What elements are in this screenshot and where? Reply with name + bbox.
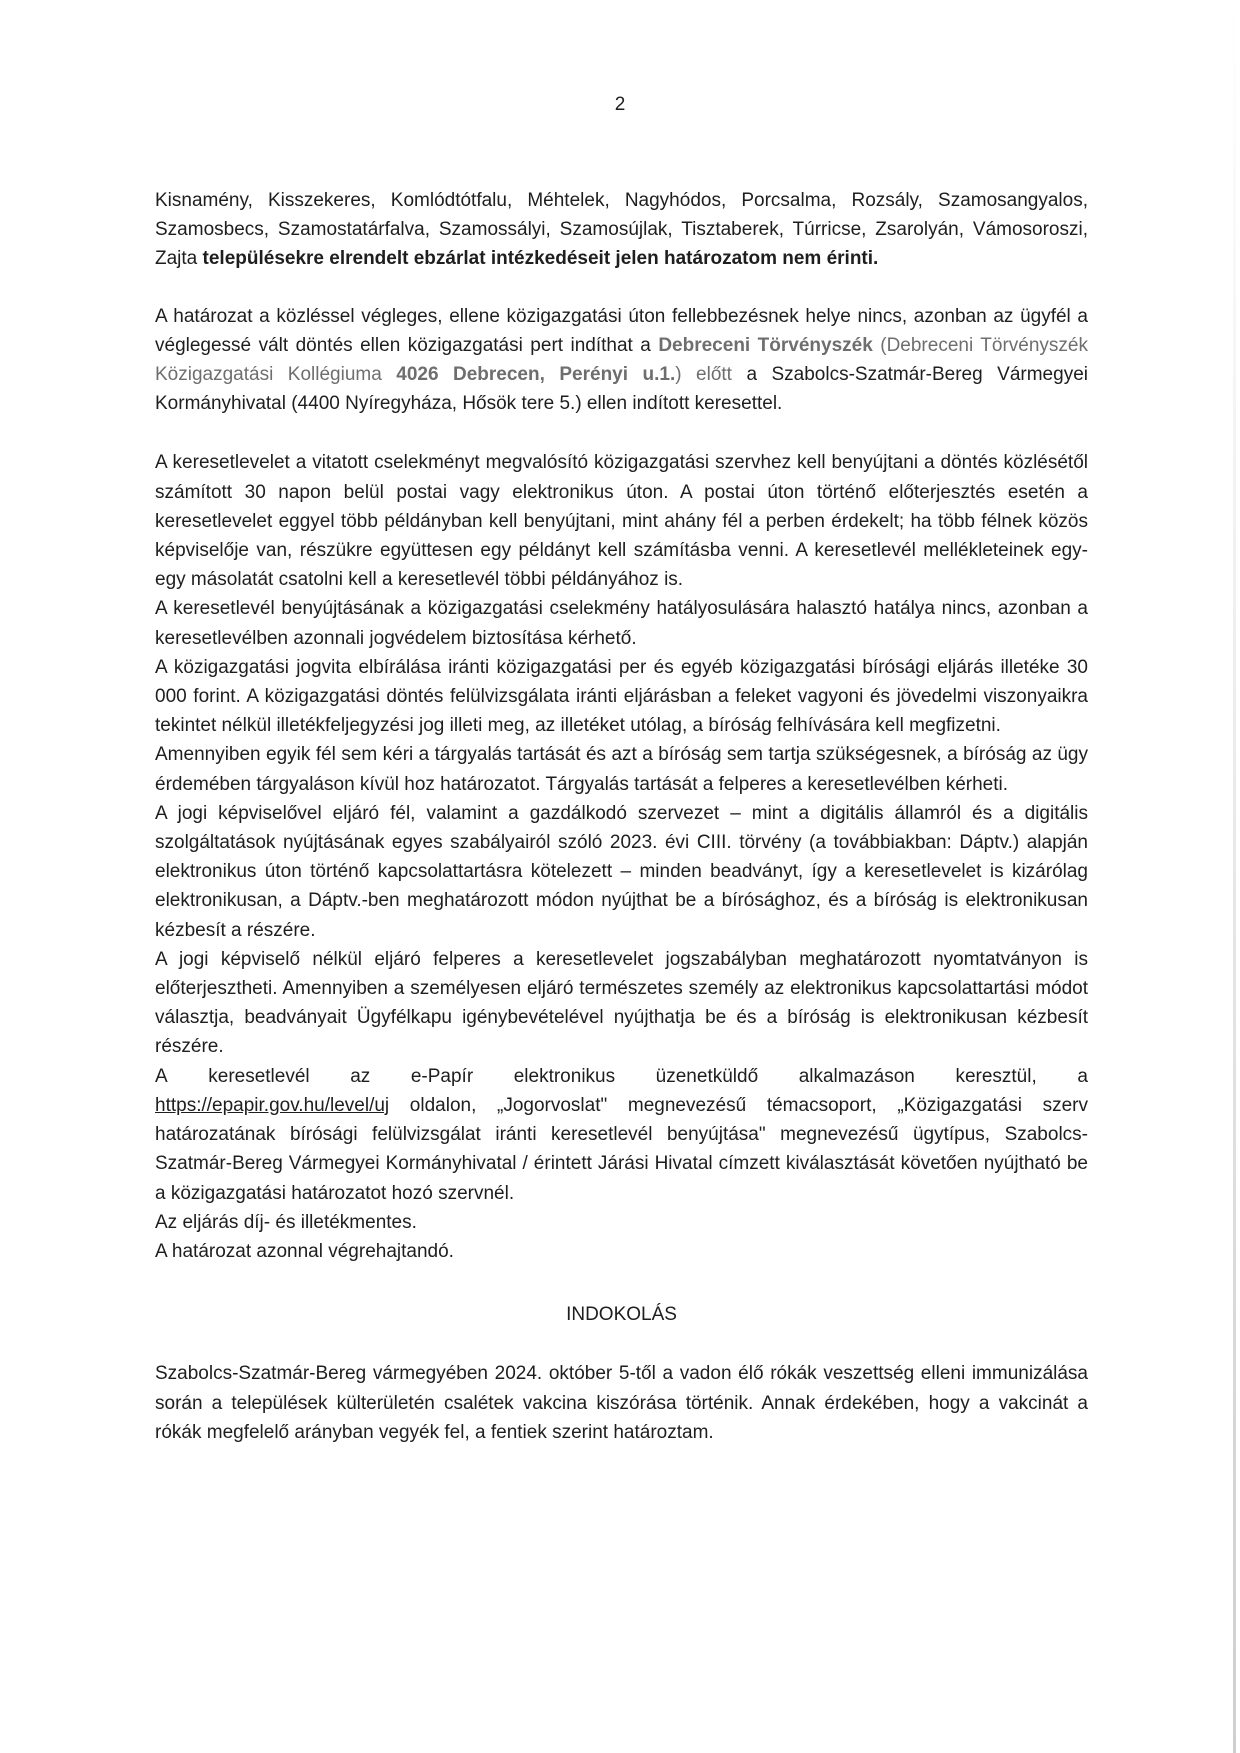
- epapir-rest: [155, 1091, 1088, 1208]
- paragraph-immediate-enforcement: A határozat azonnal végrehajtandó.: [155, 1240, 454, 1262]
- epapir-link[interactable]: https://epapir.gov.hu/level/uj: [155, 1094, 390, 1116]
- epapir-first-line: [155, 1062, 1088, 1091]
- paragraph-reasoning: Szabolcs-Szatmár-Bereg vármegyében 2024. október 5-től a vadon élő rókák veszettség elleni immunizálása során a települések külterületén csalétek vakcina kiszórása történik. Annak érdekében, hogy a vakcinát a rókák megfelelő arányban vegyék fel, a fentiek szerint határoztam.: [155, 1363, 1088, 1443]
- paragraph-suspension: A keresetlevél benyújtásának a közigazgatási cselekmény hatályosulására halasztó hatálya nincs, azonban a keresetlevélben azonnali jogvédelem biztosítása kérhető.: [155, 598, 1088, 649]
- epapir-word: elektronikus: [513, 1065, 616, 1087]
- paragraph-hearing: Amennyiben egyik fél sem kéri a tárgyalás tartását és azt a bíróság sem tartja szükségesnek, a bíróság az ügy érdemében tárgyaláson kívül hoz határozatot. Tárgyalás tartását a felperes a keresetlevélben kérheti.: [155, 744, 1088, 795]
- paragraph-fee-exempt: Az eljárás díj- és illetékmentes.: [155, 1211, 417, 1233]
- epapir-word: üzenetküldő: [655, 1065, 759, 1087]
- epapir-word: alkalmazáson: [798, 1065, 915, 1087]
- epapir-word: e-Papír: [410, 1065, 474, 1087]
- epapir-word: A: [155, 1065, 168, 1087]
- epapir-instructions: oldalon, „Jogorvoslat" megnevezésű témacsoport, „Közigazgatási szerv határozatának bírósági felülvizsgálat iránti keresetlevél benyújtása" megnevezésű ügytípus, Szabolcs-Szatmár-Bereg Vármegyei Kormányhivatal / érintett Járási Hivatal címzett kiválasztását követően nyújtható be a közigazgatási határozatot hozó szervnél.: [155, 1094, 1088, 1204]
- paragraph-settlements: [155, 186, 1088, 274]
- settlements-list: Kisnamény, Kisszekeres, Komlódtótfalu, Méhtelek, Nagyhódos, Porcsalma, Rozsály, Szamosangyalos, Szamosbecs, Szamostatárfalva, Szamossályi, Szamosújlak, Tisztaberek, Túrricse, Zsarolyán, Vámosoroszi, Zajta: [155, 190, 1088, 270]
- paragraph-fee: A közigazgatási jogvita elbírálása iránti közigazgatási per és egyéb közigazgatási bírósági eljárás illetéke 30 000 forint. A közigazgatási döntés felülvizsgálata iránti eljárásban a feleket vagyoni és jövedelmi viszonyaikra tekintet nélkül illetékfeljegyzési jog illeti meg, az illetéket utólag, a bíróság felhívására kell megfizetni.: [155, 656, 1088, 737]
- court-address: 4026 Debrecen, Perényi u.1.: [396, 364, 676, 386]
- court-before: ) előtt: [675, 364, 732, 386]
- epapir-word: a: [1077, 1065, 1088, 1087]
- epapir-word: az: [350, 1065, 371, 1087]
- paragraph-self-representation: A jogi képviselő nélkül eljáró felperes a keresetlevelet jogszabályban meghatározott nyomtatványon is előterjesztheti. Amennyiben a személyesen eljáró természetes személy az elektronikus kapcsolattartási módot választja, beadványait Ügyfélkapu igénybevételével nyújthatja be és a bíróság is elektronikusan kézbesít részére.: [155, 948, 1088, 1058]
- appeal-respondent: a Szabolcs-Szatmár-Bereg Vármegyei Kormányhivatal (4400 Nyíregyháza, Hősök tere 5.) ellen indított keresettel.: [155, 364, 1088, 415]
- settlements-decision: településekre elrendelt ebzárlat intézkedéseit jelen határozatom nem érinti.: [202, 248, 879, 270]
- court-division: (Debreceni Törvényszék Közigazgatási Kollégiuma: [155, 334, 1088, 386]
- appeal-intro: A határozat a közléssel végleges, ellene közigazgatási úton fellebbezésnek helye nincs, azonban az ügyfél a véglegessé vált döntés ellen közigazgatási pert indíthat a: [155, 305, 1088, 356]
- paragraph-epapir: [155, 1062, 1088, 1208]
- section-heading-reasoning: INDOKOLÁS: [566, 1304, 677, 1326]
- court-name: Debreceni Törvényszék: [658, 334, 873, 356]
- page-number: 2: [614, 94, 626, 115]
- paragraph-legal-representative: A jogi képviselővel eljáró fél, valamint a gazdálkodó szervezet – mint a digitális államról és a digitális szolgáltatások nyújtásának egyes szabályairól szóló 2023. évi CIII. törvény (a továbbiakban: Dáptv.) alapján elektronikus úton történő kapcsolattartásra kötelezett – minden beadványt, így a keresetlevelet is kizárólag elektronikusan, a Dáptv.-ben meghatározott módon nyújthat be a bírósághoz, és a bíróság is elektronikusan kézbesít a részére.: [155, 802, 1088, 941]
- document-body: [155, 186, 1088, 1447]
- epapir-word: keresztül,: [955, 1065, 1037, 1087]
- scan-edge-shadow: [1233, 0, 1236, 1753]
- paragraph-appeal: [155, 302, 1088, 419]
- epapir-word: keresetlevél: [208, 1065, 310, 1087]
- paragraph-filing: A keresetlevelet a vitatott cselekményt megvalósító közigazgatási szervhez kell benyújtani a döntés közlésétől számított 30 napon belül postai vagy elektronikus úton. A postai úton történő előterjesztés esetén a keresetlevelet eggyel több példányban kell benyújtani, mint ahány fél a perben érdekelt; ha több félnek közös képviselője van, részükre együttesen egy példányt kell számításba venni. A keresetlevél mellékleteinek egy-egy másolatát csatolni kell a keresetlevél többi példányához is.: [155, 452, 1088, 591]
